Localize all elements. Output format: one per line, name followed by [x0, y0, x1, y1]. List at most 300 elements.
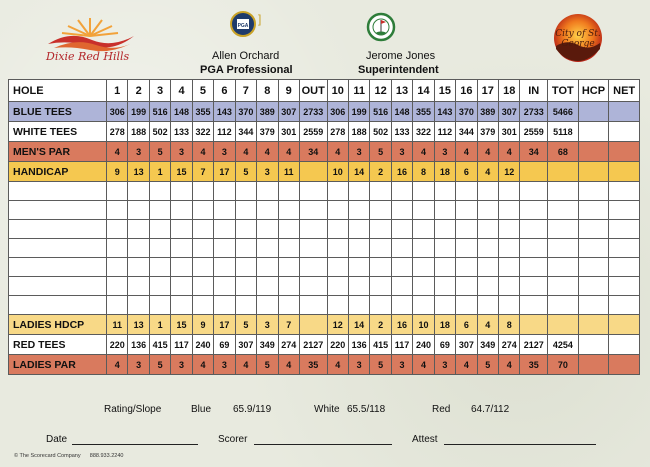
column-header: 5	[192, 80, 213, 102]
score-cell[interactable]	[171, 277, 192, 296]
score-cell[interactable]	[299, 239, 327, 258]
score-cell[interactable]	[477, 296, 498, 315]
score-cell[interactable]	[278, 258, 299, 277]
value-cell: 4254	[548, 335, 579, 355]
value-cell: 5	[149, 142, 170, 162]
value-cell: 307	[499, 102, 520, 122]
score-cell[interactable]	[578, 220, 609, 239]
value-cell: 11	[107, 315, 128, 335]
score-cell[interactable]	[456, 258, 477, 277]
score-cell[interactable]	[149, 182, 170, 201]
score-cell[interactable]	[391, 201, 412, 220]
value-cell: 11	[278, 162, 299, 182]
red-row	[9, 335, 640, 355]
value-cell: 307	[235, 335, 256, 355]
score-cell[interactable]	[327, 277, 348, 296]
rating-red-value: 64.7/112	[471, 404, 510, 415]
score-cell[interactable]	[128, 182, 149, 201]
score-cell[interactable]	[609, 182, 640, 201]
score-cell[interactable]	[609, 277, 640, 296]
value-cell: 34	[299, 142, 327, 162]
value-cell: 188	[348, 122, 369, 142]
value-cell: 306	[327, 102, 348, 122]
score-cell[interactable]	[171, 201, 192, 220]
score-cell[interactable]	[456, 220, 477, 239]
score-cell[interactable]	[370, 182, 391, 201]
score-cell[interactable]	[171, 182, 192, 201]
score-cell[interactable]	[192, 182, 213, 201]
score-cell[interactable]	[520, 277, 548, 296]
value-cell: 8	[499, 315, 520, 335]
score-entry-row	[9, 220, 640, 239]
value-cell: 199	[348, 102, 369, 122]
score-cell[interactable]	[192, 258, 213, 277]
value-cell: 344	[235, 122, 256, 142]
score-cell[interactable]	[149, 277, 170, 296]
score-cell[interactable]	[192, 239, 213, 258]
row-label[interactable]	[9, 277, 107, 296]
row-label: LADIES HDCP	[9, 315, 107, 335]
value-cell	[578, 102, 609, 122]
column-header: 14	[413, 80, 434, 102]
value-cell	[609, 142, 640, 162]
score-cell[interactable]	[548, 239, 579, 258]
score-cell[interactable]	[456, 277, 477, 296]
score-cell[interactable]	[370, 258, 391, 277]
score-cell[interactable]	[348, 258, 369, 277]
value-cell: 5	[257, 355, 278, 375]
white-row	[9, 122, 640, 142]
value-cell: 4	[477, 162, 498, 182]
score-cell[interactable]	[107, 220, 128, 239]
rating-blue-value: 65.9/119	[233, 404, 272, 415]
score-cell[interactable]	[214, 296, 235, 315]
score-cell[interactable]	[499, 258, 520, 277]
footer-phone: 888.933.2240	[89, 453, 124, 459]
row-label[interactable]	[9, 258, 107, 277]
value-cell: 35	[520, 355, 548, 375]
value-cell: 240	[192, 335, 213, 355]
score-cell[interactable]	[413, 182, 434, 201]
score-cell[interactable]	[107, 296, 128, 315]
score-cell[interactable]	[299, 182, 327, 201]
score-cell[interactable]	[520, 296, 548, 315]
score-cell[interactable]	[257, 258, 278, 277]
attest-line[interactable]	[444, 444, 596, 445]
value-cell: 379	[257, 122, 278, 142]
value-cell	[548, 162, 579, 182]
value-cell: 188	[128, 122, 149, 142]
value-cell	[299, 315, 327, 335]
value-cell: 370	[235, 102, 256, 122]
score-cell[interactable]	[192, 220, 213, 239]
score-cell[interactable]	[299, 277, 327, 296]
score-cell[interactable]	[214, 182, 235, 201]
score-cell[interactable]	[391, 277, 412, 296]
score-cell[interactable]	[192, 296, 213, 315]
value-cell: 7	[192, 162, 213, 182]
row-label[interactable]	[9, 201, 107, 220]
score-cell[interactable]	[278, 201, 299, 220]
score-cell[interactable]	[609, 201, 640, 220]
row-label[interactable]	[9, 239, 107, 258]
score-cell[interactable]	[128, 296, 149, 315]
value-cell: 389	[257, 102, 278, 122]
score-cell[interactable]	[348, 277, 369, 296]
score-cell[interactable]	[413, 258, 434, 277]
score-cell[interactable]	[107, 277, 128, 296]
value-cell: 2733	[520, 102, 548, 122]
score-cell[interactable]	[149, 220, 170, 239]
score-cell[interactable]	[149, 239, 170, 258]
value-cell	[609, 315, 640, 335]
score-cell[interactable]	[327, 220, 348, 239]
score-entry-row	[9, 277, 640, 296]
score-cell[interactable]	[348, 239, 369, 258]
header-row	[9, 80, 640, 102]
score-cell[interactable]	[548, 277, 579, 296]
value-cell: 2	[370, 315, 391, 335]
score-cell[interactable]	[235, 258, 256, 277]
score-cell[interactable]	[609, 258, 640, 277]
value-cell: 3	[434, 355, 455, 375]
value-cell: 5	[235, 315, 256, 335]
score-cell[interactable]	[609, 239, 640, 258]
value-cell: 307	[456, 335, 477, 355]
value-cell: 516	[370, 102, 391, 122]
score-cell[interactable]	[434, 258, 455, 277]
score-cell[interactable]	[149, 258, 170, 277]
score-cell[interactable]	[107, 239, 128, 258]
score-cell[interactable]	[299, 220, 327, 239]
value-cell: 3	[214, 355, 235, 375]
score-cell[interactable]	[171, 220, 192, 239]
column-header: OUT	[299, 80, 327, 102]
score-cell[interactable]	[578, 239, 609, 258]
score-cell[interactable]	[499, 201, 520, 220]
score-cell[interactable]	[278, 220, 299, 239]
value-cell: 3	[434, 142, 455, 162]
score-cell[interactable]	[391, 182, 412, 201]
score-cell[interactable]	[434, 239, 455, 258]
score-cell[interactable]	[477, 201, 498, 220]
score-cell[interactable]	[499, 239, 520, 258]
value-cell: 278	[327, 122, 348, 142]
row-label: MEN'S PAR	[9, 142, 107, 162]
score-cell[interactable]	[257, 239, 278, 258]
score-cell[interactable]	[499, 220, 520, 239]
score-cell[interactable]	[391, 239, 412, 258]
score-cell[interactable]	[578, 258, 609, 277]
column-header: IN	[520, 80, 548, 102]
score-cell[interactable]	[456, 296, 477, 315]
score-cell[interactable]	[278, 277, 299, 296]
score-cell[interactable]	[327, 182, 348, 201]
value-cell: 2	[370, 162, 391, 182]
score-cell[interactable]	[413, 239, 434, 258]
rating-white-label: White	[314, 404, 340, 415]
course-logo	[40, 14, 140, 68]
score-cell[interactable]	[499, 182, 520, 201]
score-cell[interactable]	[171, 258, 192, 277]
score-cell[interactable]	[348, 201, 369, 220]
score-cell[interactable]	[391, 296, 412, 315]
score-cell[interactable]	[278, 182, 299, 201]
row-label[interactable]	[9, 182, 107, 201]
score-cell[interactable]	[477, 220, 498, 239]
value-cell: 301	[278, 122, 299, 142]
score-cell[interactable]	[149, 201, 170, 220]
value-cell: 1	[149, 315, 170, 335]
score-cell[interactable]	[235, 277, 256, 296]
value-cell: 6	[456, 162, 477, 182]
score-cell[interactable]	[192, 277, 213, 296]
value-cell: 2733	[299, 102, 327, 122]
score-cell[interactable]	[107, 201, 128, 220]
score-cell[interactable]	[413, 296, 434, 315]
score-cell[interactable]	[192, 201, 213, 220]
value-cell: 4	[327, 142, 348, 162]
value-cell: 3	[171, 355, 192, 375]
score-cell[interactable]	[548, 258, 579, 277]
lpar-row	[9, 355, 640, 375]
rating-blue-label: Blue	[191, 404, 212, 415]
value-cell: 4	[477, 142, 498, 162]
score-cell[interactable]	[327, 201, 348, 220]
scorer-line[interactable]	[254, 444, 392, 445]
row-label: HANDICAP	[9, 162, 107, 182]
value-cell: 10	[413, 315, 434, 335]
row-label[interactable]	[9, 296, 107, 315]
score-cell[interactable]	[370, 220, 391, 239]
score-cell[interactable]	[477, 239, 498, 258]
score-cell[interactable]	[456, 182, 477, 201]
score-cell[interactable]	[413, 220, 434, 239]
score-cell[interactable]	[477, 182, 498, 201]
value-cell: 117	[391, 335, 412, 355]
score-cell[interactable]	[499, 277, 520, 296]
column-header: TOT	[548, 80, 579, 102]
score-cell[interactable]	[391, 258, 412, 277]
value-cell: 3	[348, 142, 369, 162]
column-header: 8	[257, 80, 278, 102]
score-cell[interactable]	[609, 296, 640, 315]
score-cell[interactable]	[235, 182, 256, 201]
value-cell: 5466	[548, 102, 579, 122]
city-logo	[553, 13, 603, 63]
score-cell[interactable]	[348, 182, 369, 201]
score-cell[interactable]	[548, 201, 579, 220]
score-cell[interactable]	[434, 277, 455, 296]
value-cell	[578, 142, 609, 162]
date-line[interactable]	[72, 444, 198, 445]
score-cell[interactable]	[578, 277, 609, 296]
score-cell[interactable]	[413, 201, 434, 220]
score-cell[interactable]	[235, 201, 256, 220]
score-cell[interactable]	[520, 220, 548, 239]
value-cell: 349	[257, 335, 278, 355]
score-cell[interactable]	[434, 296, 455, 315]
score-cell[interactable]	[171, 296, 192, 315]
score-cell[interactable]	[548, 296, 579, 315]
value-cell: 133	[171, 122, 192, 142]
score-cell[interactable]	[149, 296, 170, 315]
score-cell[interactable]	[299, 296, 327, 315]
score-cell[interactable]	[257, 182, 278, 201]
score-cell[interactable]	[477, 277, 498, 296]
value-cell: 306	[107, 102, 128, 122]
value-cell: 117	[171, 335, 192, 355]
value-cell: 220	[107, 335, 128, 355]
score-cell[interactable]	[578, 182, 609, 201]
score-cell[interactable]	[520, 182, 548, 201]
score-cell[interactable]	[520, 201, 548, 220]
value-cell: 112	[214, 122, 235, 142]
value-cell: 322	[413, 122, 434, 142]
value-cell: 18	[434, 162, 455, 182]
score-cell[interactable]	[434, 220, 455, 239]
value-cell: 70	[548, 355, 579, 375]
value-cell: 4	[235, 142, 256, 162]
score-entry-row	[9, 182, 640, 201]
score-cell[interactable]	[299, 201, 327, 220]
score-cell[interactable]	[456, 239, 477, 258]
score-cell[interactable]	[370, 239, 391, 258]
score-cell[interactable]	[327, 258, 348, 277]
score-cell[interactable]	[413, 277, 434, 296]
column-header: NET	[609, 80, 640, 102]
attest-label: Attest	[412, 434, 438, 445]
column-header: 12	[370, 80, 391, 102]
value-cell: 10	[327, 162, 348, 182]
score-cell[interactable]	[299, 258, 327, 277]
value-cell: 3	[257, 162, 278, 182]
value-cell: 4	[456, 355, 477, 375]
superintendent-title: Superintendent	[358, 64, 439, 76]
score-cell[interactable]	[214, 220, 235, 239]
column-header: 10	[327, 80, 348, 102]
score-cell[interactable]	[499, 296, 520, 315]
value-cell: 3	[128, 142, 149, 162]
score-cell[interactable]	[370, 277, 391, 296]
score-cell[interactable]	[128, 258, 149, 277]
score-cell[interactable]	[128, 239, 149, 258]
score-cell[interactable]	[348, 220, 369, 239]
value-cell: 4	[107, 355, 128, 375]
column-header: 17	[477, 80, 498, 102]
score-cell[interactable]	[520, 258, 548, 277]
value-cell: 4	[456, 142, 477, 162]
score-cell[interactable]	[128, 277, 149, 296]
scorecard-table	[8, 79, 640, 375]
score-cell[interactable]	[214, 258, 235, 277]
score-cell[interactable]	[391, 220, 412, 239]
row-label: RED TEES	[9, 335, 107, 355]
score-cell[interactable]	[128, 220, 149, 239]
value-cell: 389	[477, 102, 498, 122]
value-cell: 344	[456, 122, 477, 142]
score-cell[interactable]	[235, 296, 256, 315]
score-cell[interactable]	[214, 201, 235, 220]
value-cell: 6	[456, 315, 477, 335]
score-cell[interactable]	[578, 296, 609, 315]
score-cell[interactable]	[327, 296, 348, 315]
score-cell[interactable]	[520, 239, 548, 258]
value-cell: 502	[149, 122, 170, 142]
score-cell[interactable]	[107, 258, 128, 277]
pro-name: Allen Orchard	[212, 50, 280, 62]
score-cell[interactable]	[609, 220, 640, 239]
value-cell: 240	[413, 335, 434, 355]
score-cell[interactable]	[214, 277, 235, 296]
value-cell: 35	[299, 355, 327, 375]
value-cell: 8	[413, 162, 434, 182]
score-cell[interactable]	[278, 239, 299, 258]
score-cell[interactable]	[257, 277, 278, 296]
value-cell: 5	[235, 162, 256, 182]
value-cell: 69	[434, 335, 455, 355]
score-cell[interactable]	[235, 239, 256, 258]
value-cell: 15	[171, 315, 192, 335]
score-cell[interactable]	[434, 182, 455, 201]
score-cell[interactable]	[257, 296, 278, 315]
score-cell[interactable]	[235, 220, 256, 239]
value-cell: 274	[278, 335, 299, 355]
score-cell[interactable]	[548, 182, 579, 201]
gcsaa-seal-icon	[366, 12, 396, 42]
value-cell: 301	[499, 122, 520, 142]
value-cell	[548, 315, 579, 335]
score-cell[interactable]	[370, 201, 391, 220]
score-cell[interactable]	[434, 201, 455, 220]
value-cell: 516	[149, 102, 170, 122]
value-cell: 14	[348, 315, 369, 335]
score-cell[interactable]	[548, 220, 579, 239]
score-cell[interactable]	[348, 296, 369, 315]
score-cell[interactable]	[107, 182, 128, 201]
score-cell[interactable]	[214, 239, 235, 258]
column-header: 18	[499, 80, 520, 102]
value-cell: 355	[413, 102, 434, 122]
rating-white-value: 65.5/118	[347, 404, 386, 415]
value-cell	[578, 315, 609, 335]
score-cell[interactable]	[370, 296, 391, 315]
value-cell: 3	[128, 355, 149, 375]
score-cell[interactable]	[257, 220, 278, 239]
score-cell[interactable]	[456, 201, 477, 220]
value-cell	[578, 355, 609, 375]
score-cell[interactable]	[477, 258, 498, 277]
score-cell[interactable]	[257, 201, 278, 220]
superintendent-name: Jerome Jones	[366, 50, 436, 62]
score-cell[interactable]	[578, 201, 609, 220]
score-cell[interactable]	[171, 239, 192, 258]
score-cell[interactable]	[128, 201, 149, 220]
value-cell: 5	[149, 355, 170, 375]
value-cell: 3	[391, 142, 412, 162]
date-label: Date	[46, 434, 68, 445]
score-cell[interactable]	[327, 239, 348, 258]
footer-company: © The Scorecard Company	[14, 453, 81, 459]
value-cell: 4	[278, 142, 299, 162]
value-cell: 322	[192, 122, 213, 142]
value-cell	[578, 162, 609, 182]
value-cell: 3	[257, 315, 278, 335]
row-label[interactable]	[9, 220, 107, 239]
score-cell[interactable]	[278, 296, 299, 315]
sun-rays-icon	[40, 14, 140, 54]
scorer-label: Scorer	[218, 434, 248, 445]
